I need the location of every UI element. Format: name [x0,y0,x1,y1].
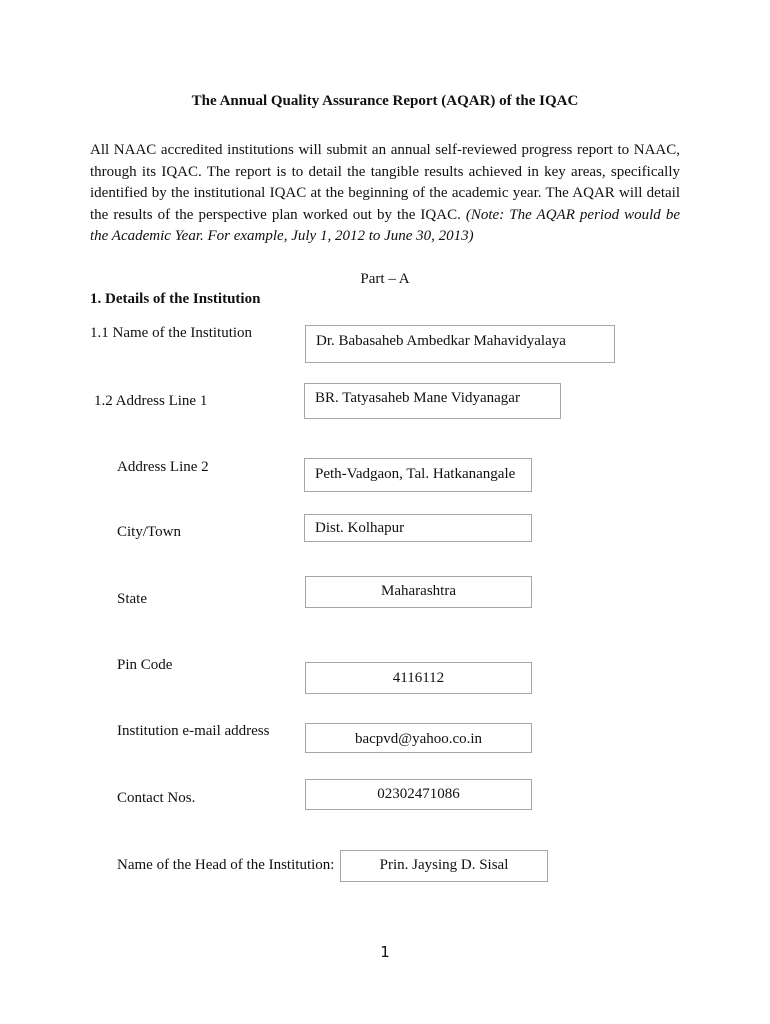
contact-field[interactable]: 02302471086 [305,779,532,810]
address-line1-field[interactable]: BR. Tatyasaheb Mane Vidyanagar [304,383,561,419]
page-number: 1 [380,943,390,961]
address-line1-label: 1.2 Address Line 1 [94,393,208,409]
city-label: City/Town [117,524,181,540]
state-label: State [117,591,147,607]
city-field[interactable]: Dist. Kolhapur [304,514,532,542]
email-label: Institution e-mail address [117,723,270,739]
address-line2-label: Address Line 2 [117,459,209,475]
institution-name-label: 1.1 Name of the Institution [90,325,253,341]
head-field[interactable]: Prin. Jaysing D. Sisal [340,850,548,882]
section-heading: 1. Details of the Institution [90,291,261,307]
intro-note: (Note: The AQAR period would be the Academic Year. For example, July 1, 2012 to June 30, 2013) [90,206,681,244]
pin-code-label: Pin Code [117,657,173,673]
part-heading: Part – A [360,271,410,287]
pin-code-field[interactable]: 4116112 [305,662,532,694]
contact-label: Contact Nos. [117,790,196,806]
intro-paragraph [90,140,680,248]
head-label: Name of the Head of the Institution: [117,857,335,873]
document-title: The Annual Quality Assurance Report (AQAR) of the IQAC [191,93,579,109]
address-line2-field[interactable]: Peth-Vadgaon, Tal. Hatkanangale [304,458,532,492]
state-field[interactable]: Maharashtra [305,576,532,608]
institution-name-field[interactable]: Dr. Babasaheb Ambedkar Mahavidyalaya [305,325,615,363]
email-field[interactable]: bacpvd@yahoo.co.in [305,723,532,753]
intro-text: All NAAC accredited institutions will submit an annual self-reviewed progress report to NAAC, through its IQAC. The report is to detail the tangible results achieved in key areas, specifically identified by the institutional IQAC at the beginning of the academic year. The AQAR will detail the results of the perspective plan worked out by the IQAC. [90,142,680,223]
